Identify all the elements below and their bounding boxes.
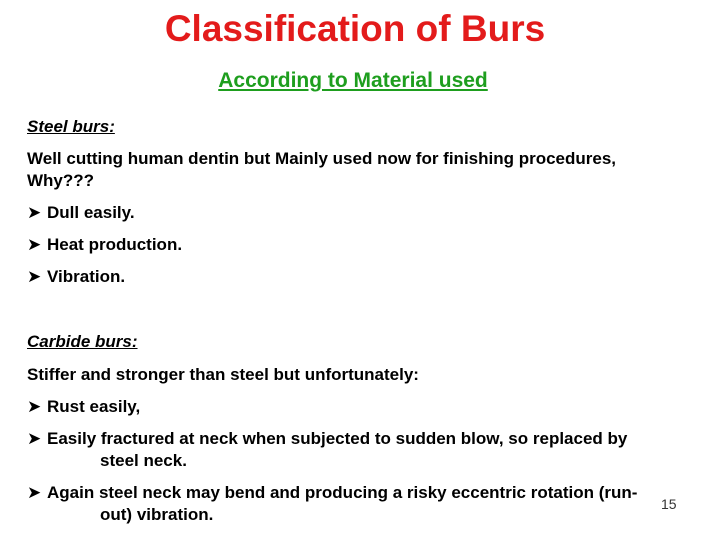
carbide-bullet-text: Easily fractured at neck when subjected to sudden blow, so replaced by <box>47 429 628 448</box>
carbide-bullet-continuation: out) vibration. <box>100 505 214 524</box>
steel-burs-description-line2: Why??? <box>27 171 95 190</box>
arrowhead-bullet-icon: ➤ <box>27 203 42 222</box>
steel-burs-description <box>27 148 616 192</box>
carbide-burs-heading: Carbide burs: <box>27 332 138 351</box>
carbide-burs-intro: Stiffer and stronger than steel but unfortunately: <box>27 365 419 384</box>
steel-bullet-text: Heat production. <box>47 235 183 254</box>
carbide-bullet-item <box>27 396 140 418</box>
steel-bullet-text: Vibration. <box>47 267 126 286</box>
arrowhead-bullet-icon: ➤ <box>27 235 42 254</box>
carbide-bullet-text: Rust easily, <box>47 397 141 416</box>
arrowhead-bullet-icon: ➤ <box>27 483 42 502</box>
carbide-bullet-continuation: steel neck. <box>100 451 187 470</box>
carbide-bullet-item <box>27 482 637 526</box>
arrowhead-bullet-icon: ➤ <box>27 267 42 286</box>
steel-burs-heading: Steel burs: <box>27 117 115 136</box>
carbide-bullet-item <box>27 428 627 472</box>
arrowhead-bullet-icon: ➤ <box>27 397 42 416</box>
steel-bullet-item <box>27 234 182 256</box>
steel-bullet-item <box>27 266 125 288</box>
page-number: 15 <box>661 496 677 512</box>
slide-title: Classification of Burs <box>164 8 546 49</box>
steel-bullet-text: Dull easily. <box>47 203 135 222</box>
steel-bullet-item <box>27 202 135 224</box>
arrowhead-bullet-icon: ➤ <box>27 429 42 448</box>
slide-subtitle: According to Material used <box>218 69 488 92</box>
carbide-bullet-text: Again steel neck may bend and producing a risky eccentric rotation (run- <box>47 483 638 502</box>
steel-burs-description-line1: Well cutting human dentin but Mainly used now for finishing procedures, <box>27 149 617 168</box>
